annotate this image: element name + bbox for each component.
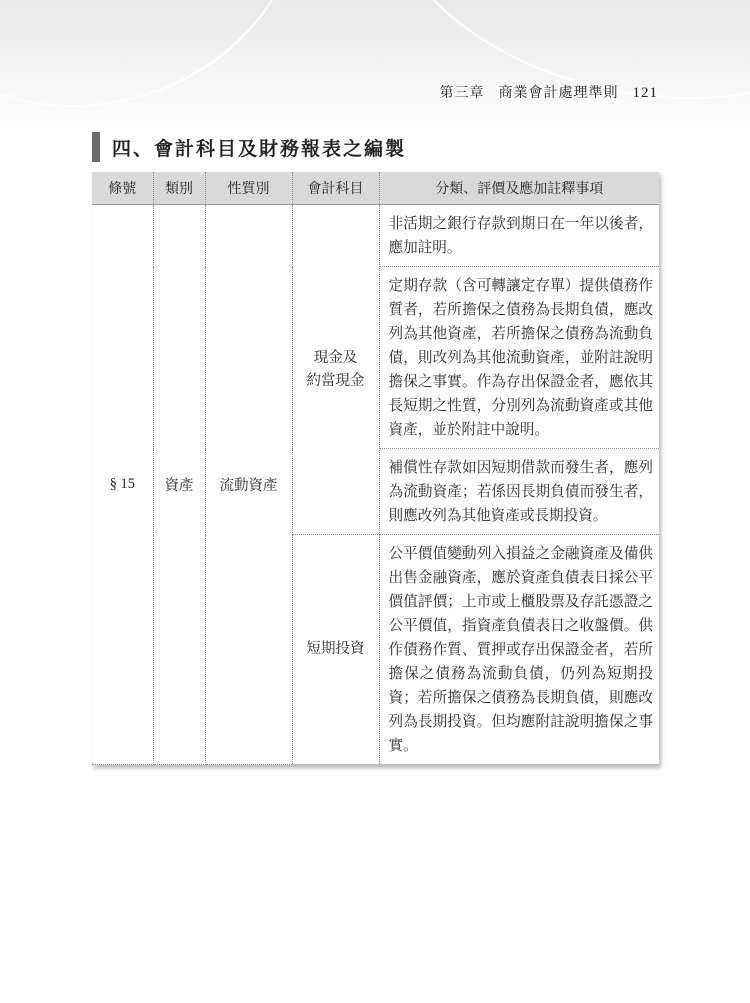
category-cell: 資產 xyxy=(153,205,205,765)
chapter-label: 第三章 xyxy=(439,85,485,101)
account-cell xyxy=(292,205,379,535)
running-header xyxy=(440,82,659,102)
account-cell: 短期投資 xyxy=(292,535,379,765)
column-header-article: 條號 xyxy=(92,172,153,205)
article-cell: § 15 xyxy=(92,205,153,765)
page-number: 121 xyxy=(632,85,658,101)
column-header-notes: 分類、評價及應加註釋事項 xyxy=(379,172,659,205)
decorative-arc xyxy=(351,0,750,145)
table-row xyxy=(92,205,659,267)
table-header-row xyxy=(92,172,659,205)
section-title-text: 四、會計科目及財務報表之編製 xyxy=(112,137,407,160)
note-cell: 補償性存款如因短期借款而發生者，應列為流動資產；若係因長期負債而發生者，則應改列為其他資產或長期投資。 xyxy=(379,449,659,535)
note-cell: 非活期之銀行存款到期日在一年以後者，應加註明。 xyxy=(379,205,659,267)
section-heading xyxy=(92,132,406,162)
note-cell: 公平價值變動列入損益之金融資產及備供出售金融資產，應於資產負債表日採公平價值評價；上市或上櫃股票及存託憑證之公平價值，指資產負債表日之收盤價。供作債務作質、質押或存出保證金者，若所擔保之債務為流動負債，仍列為短期投資；若所擔保之債務為長期負債，則應改列為長期投資。但均應附註說明擔保之事實。 xyxy=(379,535,659,765)
heading-accent-bar xyxy=(92,132,100,162)
regulation-table xyxy=(92,172,659,765)
account-name-line: 現金及 xyxy=(313,349,358,366)
note-cell: 定期存款（含可轉讓定存單）提供債務作質者，若所擔保之債務為長期負債，應改列為其他資產，若所擔保之債務為流動負債，則改列為其他流動資產，並附註說明擔保之事實。作為存出保證金者，應依其長短期之性質，分別列為流動資產或其他資產，並於附註中說明。 xyxy=(379,267,659,449)
column-header-category: 類別 xyxy=(153,172,205,205)
account-name-line: 約當現金 xyxy=(306,372,365,389)
column-header-nature: 性質別 xyxy=(205,172,292,205)
book-title: 商業會計處理準則 xyxy=(498,85,619,101)
column-header-account: 會計科目 xyxy=(292,172,379,205)
nature-cell: 流動資產 xyxy=(205,205,292,765)
page-header-band xyxy=(0,0,750,130)
